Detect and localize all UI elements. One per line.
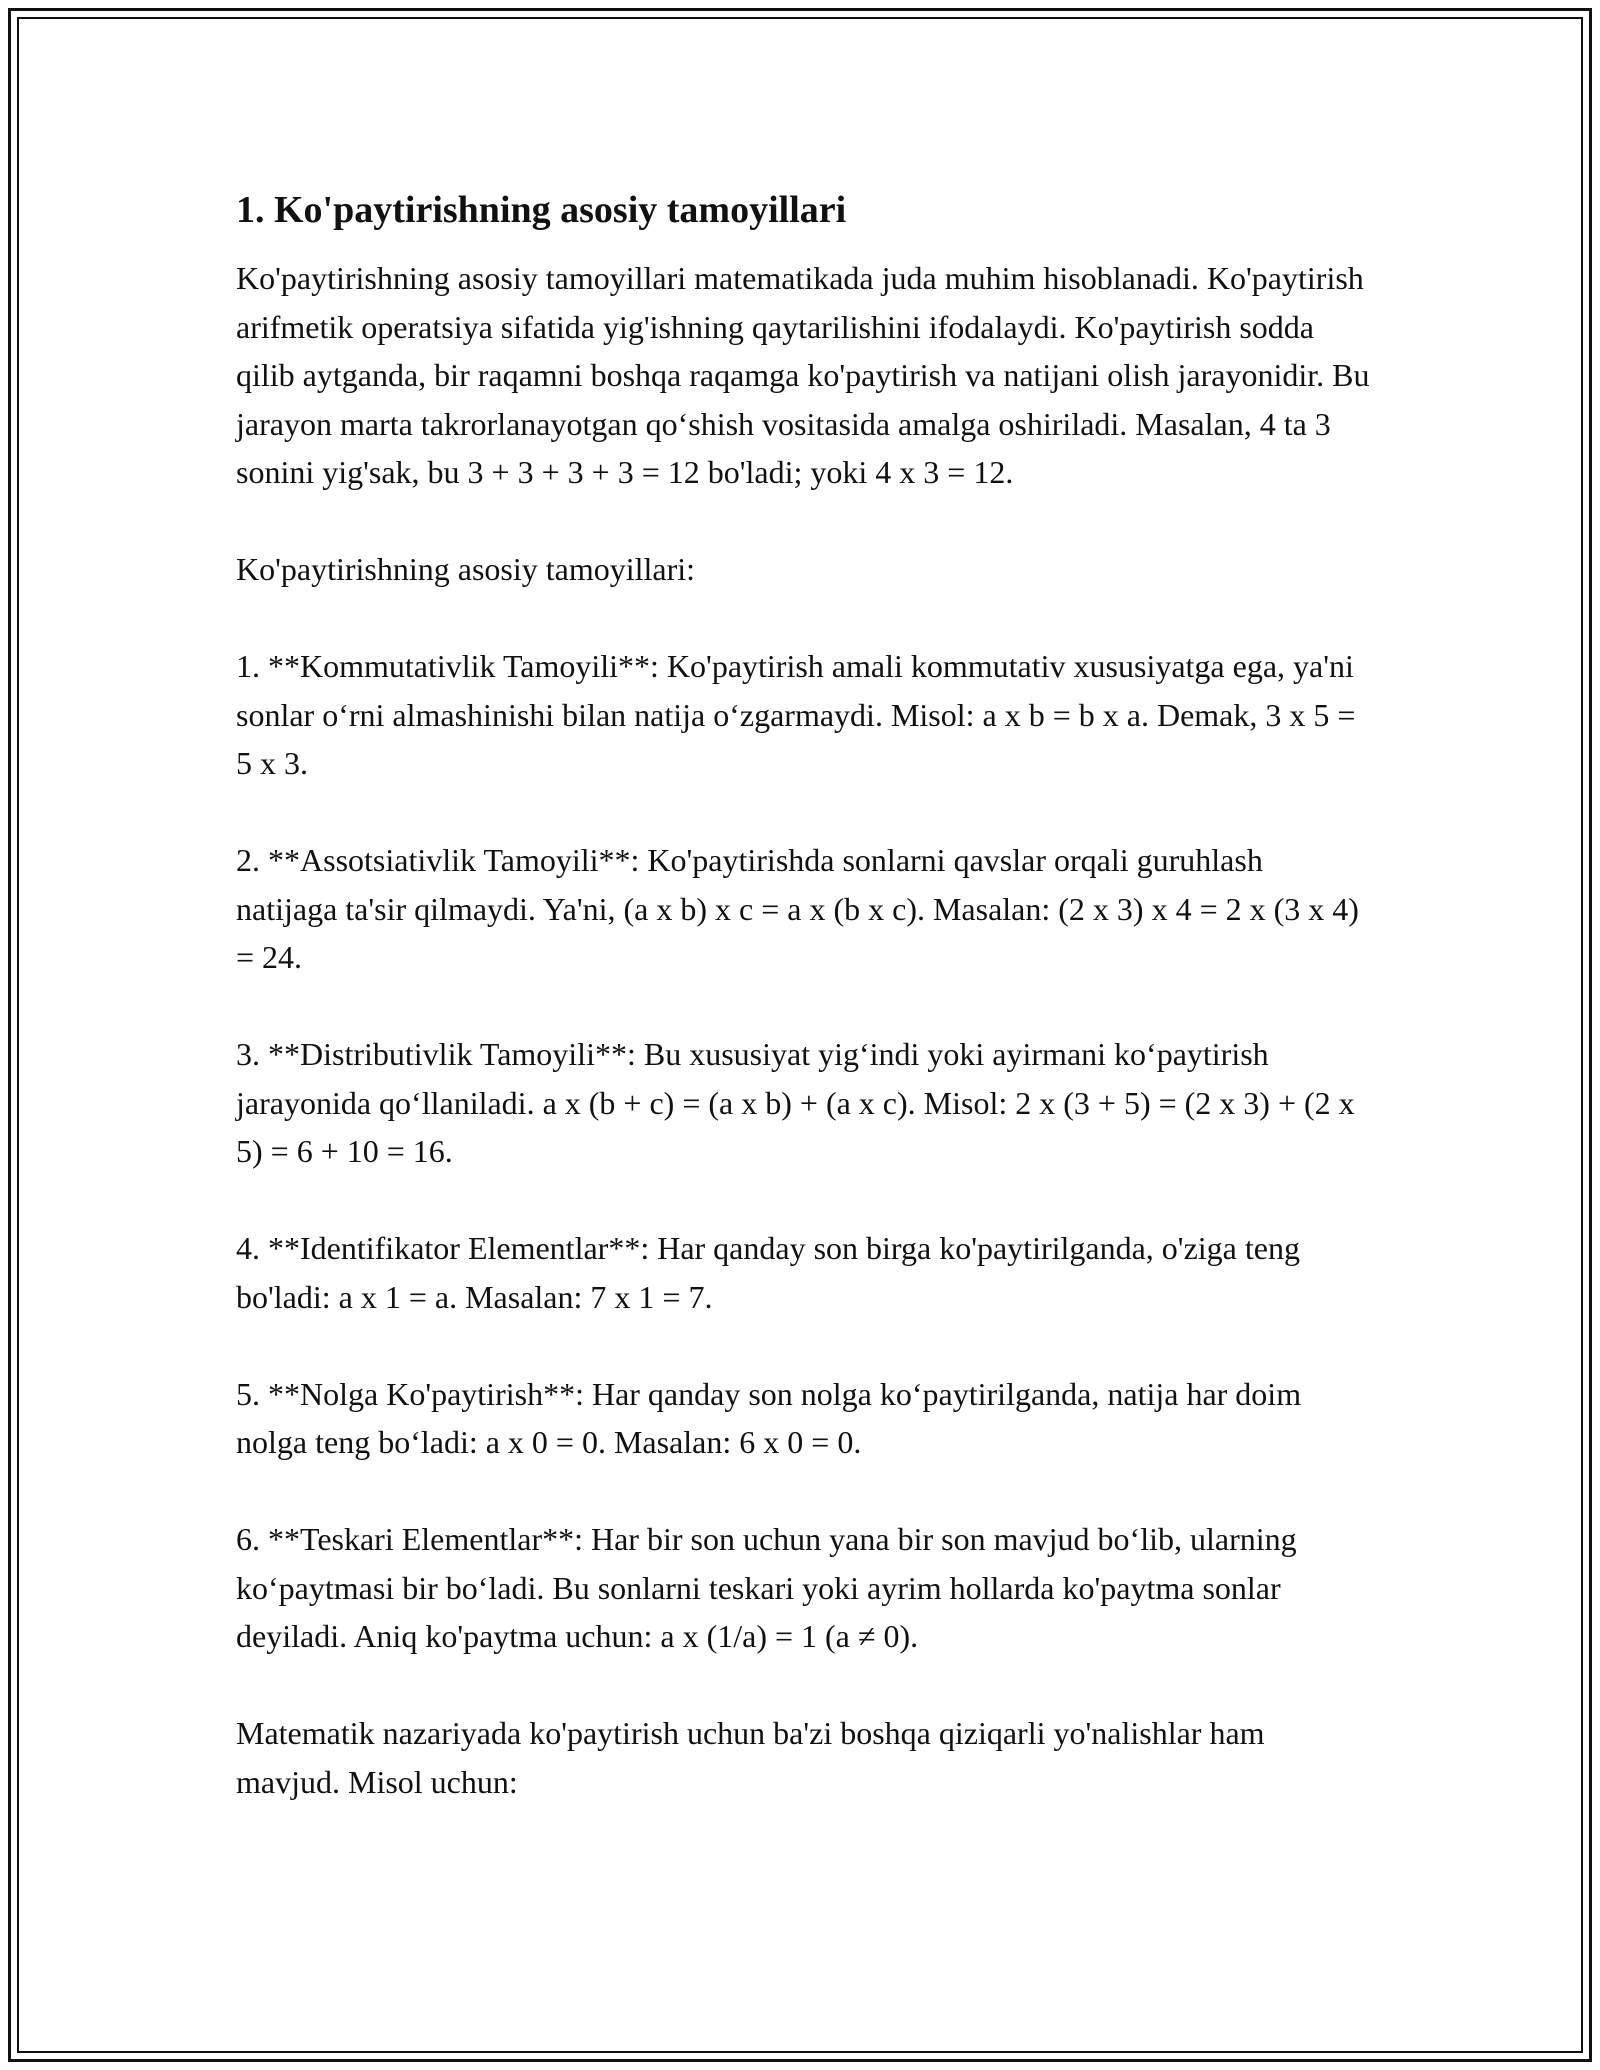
paragraph-associative: 2. **Assotsiativlik Tamoyili**: Ko'paytirishda sonlarni qavslar orqali guruhlash natijaga ta'sir qilmaydi. Ya'ni, (a x b) x c = a x (b x c). Masalan: (2 x 3) x 4 = 2 x (3 x 4) = 24. <box>236 842 1359 975</box>
paragraph-inverse: 6. **Teskari Elementlar**: Har bir son uchun yana bir son mavjud bo‘lib, ularning ko‘paytmasi bir bo‘ladi. Bu sonlarni teskari yoki ayrim hollarda ko'paytma sonlar deyiladi. Aniq ko'paytma uchun: a x (1/a) = 1 (a ≠ 0). <box>236 1521 1297 1654</box>
document-body <box>236 186 1372 1806</box>
paragraph-distributive: 3. **Distributivlik Tamoyili**: Bu xususiyat yig‘indi yoki ayirmani ko‘paytirish jarayonida qo‘llaniladi. a x (b + c) = (a x b) + (a x c). Misol: 2 x (3 + 5) = (2 x 3) + (2 x 5) = 6 + 10 = 16. <box>236 1036 1355 1169</box>
paragraph-principles-lead: Ko'paytirishning asosiy tamoyillari: <box>236 551 696 587</box>
paragraph-closing: Matematik nazariyada ko'paytirish uchun ba'zi boshqa qiziqarli yo'nalishlar ham mavjud. Misol uchun: <box>236 1715 1265 1800</box>
paragraph-commutative: 1. **Kommutativlik Tamoyili**: Ko'paytirish amali kommutativ xususiyatga ega, ya'ni sonlar o‘rni almashinishi bilan natija o‘zgarmaydi. Misol: a x b = b x a. Demak, 3 x 5 = 5 x 3. <box>236 648 1356 781</box>
section-heading: 1. Ko'paytirishning asosiy tamoyillari <box>236 189 847 231</box>
paragraph-identity: 4. **Identifikator Elementlar**: Har qanday son birga ko'paytirilganda, o'ziga teng bo'ladi: a x 1 = a. Masalan: 7 x 1 = 7. <box>236 1230 1300 1315</box>
paragraph-zero: 5. **Nolga Ko'paytirish**: Har qanday son nolga ko‘paytirilganda, natija har doim nolga teng bo‘ladi: a x 0 = 0. Masalan: 6 x 0 = 0. <box>236 1375 1302 1460</box>
paragraph-intro: Ko'paytirishning asosiy tamoyillari matematikada juda muhim hisoblanadi. Ko'paytirish arifmetik operatsiya sifatida yig'ishning qaytarilishini ifodalaydi. Ko'paytirish sodda qilib aytganda, bir raqamni boshqa raqamga ko'paytirish va natijani olish jarayonidir. Bu jarayon marta takrorlanayotgan qo‘shish vositasida amalga oshiriladi. Masalan, 4 ta 3 sonini yig'sak, bu 3 + 3 + 3 + 3 = 12 bo'ladi; yoki 4 x 3 = 12. <box>236 260 1370 490</box>
